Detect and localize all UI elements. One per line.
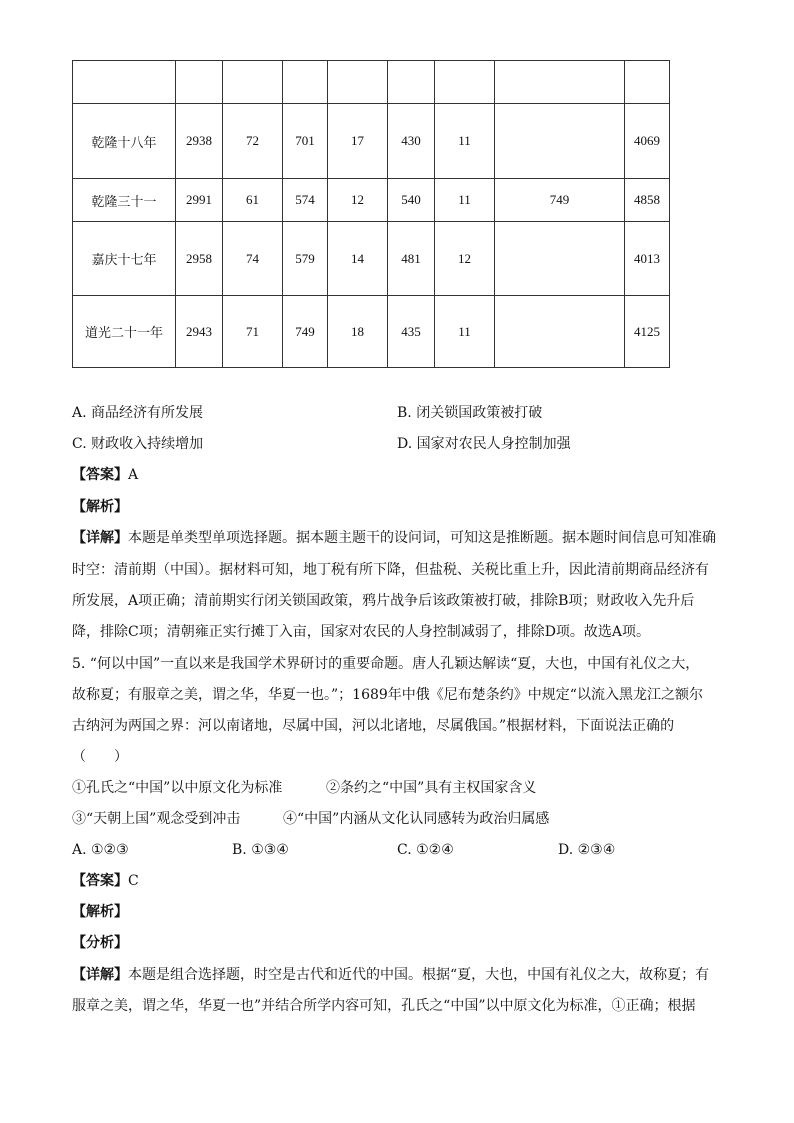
- q5-stem-line: 故称夏；有服章之美，谓之华，华夏一也。”；1689年中俄《尼布楚条约》中规定“以流入黑龙江之额尔: [72, 687, 703, 703]
- table-cell: 4013: [625, 222, 670, 296]
- q4-detail-line: [72, 528, 716, 548]
- q4-option-a: A. 商品经济有所发展: [72, 405, 204, 421]
- q5-detail-line: 服章之美，谓之华，华夏一也”并结合所学内容可知，孔氏之“中国”以中原文化为标准，①正确；根据: [72, 998, 696, 1014]
- table-cell: 4125: [625, 296, 670, 368]
- q4-analysis-tag: 【解析】: [72, 499, 128, 515]
- table-cell: 435: [388, 296, 435, 368]
- table-cell: 12: [435, 222, 495, 296]
- q5-statement-1: ①孔氏之“中国”以中原文化为标准: [72, 780, 283, 796]
- q5-statement-2: ②条约之“中国”具有主权国家含义: [326, 780, 537, 796]
- table-cell: [283, 61, 328, 104]
- table-cell: 481: [388, 222, 435, 296]
- q5-answer: [72, 871, 139, 891]
- q5-option-d: D. ②③④: [558, 842, 616, 858]
- detail-tag: 【详解】: [72, 530, 128, 546]
- table-cell: [176, 61, 223, 104]
- q4-option-c: C. 财政收入持续增加: [72, 436, 204, 452]
- table-cell: [625, 61, 670, 104]
- table-cell: [495, 104, 625, 179]
- table-cell: [328, 61, 388, 104]
- table-cell: 749: [495, 179, 625, 222]
- table-cell: [495, 222, 625, 296]
- q4-detail-line: 所发展，A项正确；清前期实行闭关锁国政策，鸦片战争后该政策被打破，排除B项；财政收入先升后: [72, 593, 695, 609]
- q5-analysis-tag: 【解析】: [72, 904, 128, 920]
- q5-option-a: A. ①②③: [72, 842, 129, 858]
- answer-tag: 【答案】: [72, 467, 128, 483]
- table-cell: [495, 61, 625, 104]
- answer-value: A: [128, 467, 139, 483]
- table-cell: 11: [435, 104, 495, 179]
- row-label: 乾隆三十一: [73, 179, 176, 222]
- table-row: [73, 104, 670, 179]
- table-cell: 11: [435, 296, 495, 368]
- q5-fenxi-tag: 【分析】: [72, 935, 128, 951]
- data-table: [72, 60, 670, 368]
- table-cell: 74: [223, 222, 283, 296]
- table-cell: [435, 61, 495, 104]
- table-cell: [73, 61, 176, 104]
- table-cell: 540: [388, 179, 435, 222]
- q4-answer: [72, 465, 138, 485]
- table-cell: 2958: [176, 222, 223, 296]
- table-cell: [388, 61, 435, 104]
- row-label: 嘉庆十七年: [73, 222, 176, 296]
- table-cell: 2991: [176, 179, 223, 222]
- table-cell: 430: [388, 104, 435, 179]
- table-cell: 72: [223, 104, 283, 179]
- table-cell: 574: [283, 179, 328, 222]
- table-cell: [495, 296, 625, 368]
- q5-detail-line: [72, 965, 709, 985]
- q4-detail-line: 时空：清前期（中国）。据材料可知，地丁税有所下降，但盐税、关税比重上升，因此清前期商品经济有: [72, 562, 709, 578]
- answer-tag: 【答案】: [72, 873, 128, 889]
- detail-text: 本题是组合选择题，时空是古代和近代的中国。根据“夏，大也，中国有礼仪之大，故称夏；有: [128, 967, 710, 983]
- detail-tag: 【详解】: [72, 967, 128, 983]
- table-row: [73, 179, 670, 222]
- table-cell: 701: [283, 104, 328, 179]
- table-row: [73, 296, 670, 368]
- table-cell: 4069: [625, 104, 670, 179]
- row-label: 乾隆十八年: [73, 104, 176, 179]
- table-cell: 2938: [176, 104, 223, 179]
- table-cell: [223, 61, 283, 104]
- table-cell: 18: [328, 296, 388, 368]
- q5-option-c: C. ①②④: [397, 842, 454, 858]
- q5-stem-line: 5. “何以中国”一直以来是我国学术界研讨的重要命题。唐人孔颖达解读“夏，大也，中国有礼仪之大，: [72, 656, 700, 672]
- table-cell: 17: [328, 104, 388, 179]
- table-cell: 4858: [625, 179, 670, 222]
- table-cell: 71: [223, 296, 283, 368]
- table-cell: 61: [223, 179, 283, 222]
- q5-statement-4: ④“中国”内涵从文化认同感转为政治归属感: [283, 811, 550, 827]
- answer-value: C: [128, 873, 139, 889]
- table-header-row: [73, 61, 670, 104]
- table-cell: 579: [283, 222, 328, 296]
- table-cell: 11: [435, 179, 495, 222]
- table-cell: 749: [283, 296, 328, 368]
- q5-stem-line: （ ）: [72, 749, 128, 765]
- table-row: [73, 222, 670, 296]
- q5-option-b: B. ①③④: [232, 842, 289, 858]
- q5-statement-3: ③“天朝上国”观念受到冲击: [72, 811, 241, 827]
- q4-option-b: B. 闭关锁国政策被打破: [397, 405, 543, 421]
- row-label: 道光二十一年: [73, 296, 176, 368]
- q5-stem-line: 古纳河为两国之界：河以南诸地，尽属中国，河以北诸地，尽属俄国。”根据材料，下面说法正确的: [72, 718, 675, 734]
- q4-detail-line: 降，排除C项；清朝雍正实行摊丁入亩，国家对农民的人身控制减弱了，排除D项。故选A项。: [72, 624, 651, 640]
- table-cell: 12: [328, 179, 388, 222]
- table-cell: 2943: [176, 296, 223, 368]
- detail-text: 本题是单类型单项选择题。据本题主题干的设问词，可知这是推断题。据本题时间信息可知准确: [128, 530, 716, 546]
- q4-option-d: D. 国家对农民人身控制加强: [397, 436, 571, 452]
- table-cell: 14: [328, 222, 388, 296]
